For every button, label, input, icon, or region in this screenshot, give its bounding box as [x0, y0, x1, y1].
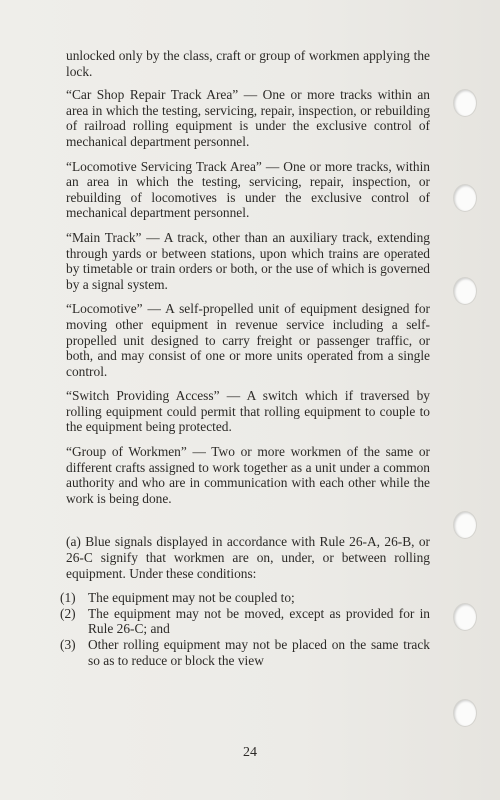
list-item [60, 590, 430, 606]
binder-hole [454, 512, 476, 538]
definition-locomotive-servicing-track-area: “Locomotive Servicing Track Area” — One or more tracks, within an area in which the testing, servicing, repair, inspection, or rebuilding of locomotives is under the exclusive control of mechanical department personnel. [66, 158, 430, 221]
definition-main-track: “Main Track” — A track, other than an auxiliary track, extending through yards or between stations, upon which trains are operated by timetable or train orders or both, or the use of which is governed by a signal system. [66, 229, 430, 292]
definition-group-of-workmen: “Group of Workmen” — Two or more workmen of the same or different crafts assigned to work together as a unit under a common authority and who are in communication with each other while the work is being done. [66, 444, 430, 506]
binder-hole [454, 278, 476, 304]
binder-hole [454, 604, 476, 630]
list-item-number: (3) [60, 637, 76, 652]
page-number: 24 [243, 745, 257, 760]
list-item-text: The equipment may not be moved, except as provided for in Rule 26-C; and [88, 605, 430, 637]
binder-hole [454, 700, 476, 726]
rule-blue-signals: (a) Blue signals displayed in accordance with Rule 26-A, 26-B, or 26-C signify that workmen are on, under, or between rolling equipment. Under these conditions: [66, 534, 430, 581]
definition-switch-providing-access: “Switch Providing Access” — A switch which if traversed by rolling equipment could permit that rolling equipment to couple to the equipment being protected. [66, 388, 430, 435]
binder-hole [454, 90, 476, 116]
list-item [60, 637, 430, 668]
paragraph-lock-continuation: unlocked only by the class, craft or group of workmen applying the lock. [66, 48, 430, 79]
definition-car-shop-repair-track-area: “Car Shop Repair Track Area” — One or more tracks within an area in which the testing, servicing, repair, inspection, or rebuilding of railroad rolling equipment is under the exclusive control of mechanical department personnel. [66, 87, 430, 149]
binder-hole [454, 185, 476, 211]
list-item-text: The equipment may not be coupled to; [88, 590, 295, 606]
list-item-number: (2) [60, 605, 76, 621]
conditions-list [60, 590, 430, 668]
list-item [60, 605, 430, 637]
list-item-number: (1) [60, 590, 76, 606]
list-item-text: Other rolling equipment may not be placed on the same track so as to reduce or block the view [88, 637, 430, 668]
page-body [60, 48, 430, 668]
definition-locomotive: “Locomotive” — A self-propelled unit of equipment designed for moving other equipment in revenue service including a self-propelled unit designed to carry freight or passenger traffic, or both, and may consist of one or more units operated from a single control. [66, 301, 430, 379]
